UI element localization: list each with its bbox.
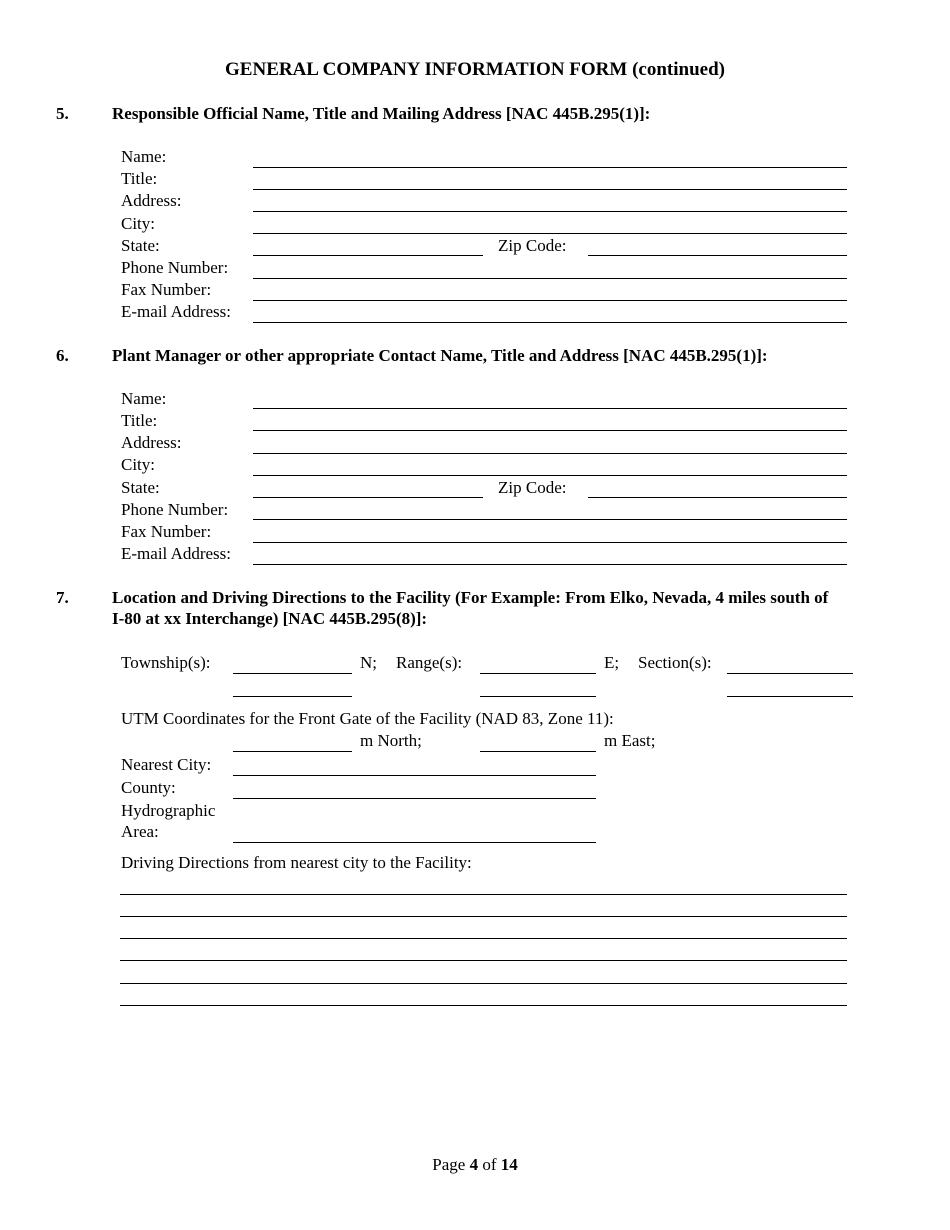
of-word: of <box>482 1155 497 1174</box>
s5-state-label: State: <box>121 236 160 255</box>
n-suffix: N; <box>360 653 377 672</box>
s5-city-label: City: <box>121 214 156 233</box>
s5-email-label: E-mail Address: <box>121 302 232 321</box>
s5-title-field[interactable] <box>253 189 847 190</box>
s6-state-label: State: <box>121 478 160 497</box>
utm-label: UTM Coordinates for the Front Gate of the Facility (NAD 83, Zone 11): <box>121 709 614 728</box>
directions-line[interactable] <box>120 1005 847 1006</box>
s6-fax-label: Fax Number: <box>121 522 212 541</box>
s5-zip-field[interactable] <box>588 255 847 256</box>
s6-state-field[interactable] <box>253 497 483 498</box>
directions-line[interactable] <box>120 916 847 917</box>
s5-address-field[interactable] <box>253 211 847 212</box>
e-suffix: E; <box>604 653 620 672</box>
county-field[interactable] <box>233 798 596 799</box>
page-total: 14 <box>500 1155 518 1174</box>
directions-line[interactable] <box>120 983 847 984</box>
section-field-1[interactable] <box>727 673 853 674</box>
utm-north-label: m North; <box>360 731 422 750</box>
page-current: 4 <box>469 1155 479 1174</box>
s5-address-label: Address: <box>121 191 182 210</box>
range-field-2[interactable] <box>480 696 596 697</box>
township-field-1[interactable] <box>233 673 352 674</box>
s6-name-field[interactable] <box>253 408 847 409</box>
utm-east-field[interactable] <box>480 751 596 752</box>
s5-email-field[interactable] <box>253 322 847 323</box>
utm-north-field[interactable] <box>233 751 352 752</box>
directions-label: Driving Directions from nearest city to the Facility: <box>121 853 472 872</box>
s6-fax-field[interactable] <box>253 542 847 543</box>
s6-title-label: Title: <box>121 411 158 430</box>
hydrographic-area-field[interactable] <box>233 842 596 843</box>
s6-email-field[interactable] <box>253 564 847 565</box>
s6-phone-field[interactable] <box>253 519 847 520</box>
township-field-2[interactable] <box>233 696 352 697</box>
s6-email-label: E-mail Address: <box>121 544 232 563</box>
s5-fax-field[interactable] <box>253 300 847 301</box>
section-field-2[interactable] <box>727 696 853 697</box>
s5-fax-label: Fax Number: <box>121 280 212 299</box>
range-field-1[interactable] <box>480 673 596 674</box>
s6-name-label: Name: <box>121 389 167 408</box>
s6-zip-label: Zip Code: <box>498 478 567 497</box>
hydrographic-label-line2: Area: <box>121 822 159 841</box>
s6-address-field[interactable] <box>253 453 847 454</box>
county-label: County: <box>121 778 176 797</box>
s5-city-field[interactable] <box>253 233 847 234</box>
s6-city-label: City: <box>121 455 156 474</box>
section-6-heading: Plant Manager or other appropriate Contact Name, Title and Address [NAC 445B.295(1)]: <box>112 346 768 365</box>
section-7-heading-line1: Location and Driving Directions to the Facility (For Example: From Elko, Nevada, 4 miles south of <box>112 588 829 607</box>
s5-name-label: Name: <box>121 147 167 166</box>
s5-state-field[interactable] <box>253 255 483 256</box>
hydrographic-label-line1: Hydrographic <box>121 801 216 820</box>
s5-phone-label: Phone Number: <box>121 258 229 277</box>
township-label: Township(s): <box>121 653 211 672</box>
form-title: GENERAL COMPANY INFORMATION FORM (continued) <box>225 59 725 80</box>
range-label: Range(s): <box>396 653 463 672</box>
section-label: Section(s): <box>638 653 712 672</box>
section-5-number: 5. <box>56 104 69 123</box>
s5-phone-field[interactable] <box>253 278 847 279</box>
section-7-heading-line2: I-80 at xx Interchange) [NAC 445B.295(8)]: <box>112 609 428 628</box>
directions-line[interactable] <box>120 938 847 939</box>
page-word: Page <box>432 1155 466 1174</box>
s5-zip-label: Zip Code: <box>498 236 567 255</box>
nearest-city-field[interactable] <box>233 775 596 776</box>
nearest-city-label: Nearest City: <box>121 755 212 774</box>
directions-line[interactable] <box>120 894 847 895</box>
utm-east-label: m East; <box>604 731 656 750</box>
s5-name-field[interactable] <box>253 167 847 168</box>
s6-address-label: Address: <box>121 433 182 452</box>
s6-title-field[interactable] <box>253 430 847 431</box>
s6-city-field[interactable] <box>253 475 847 476</box>
section-7-number: 7. <box>56 588 69 607</box>
s6-zip-field[interactable] <box>588 497 847 498</box>
section-6-number: 6. <box>56 346 69 365</box>
page-footer <box>0 1156 950 1173</box>
s5-title-label: Title: <box>121 169 158 188</box>
s6-phone-label: Phone Number: <box>121 500 229 519</box>
section-5-heading: Responsible Official Name, Title and Mailing Address [NAC 445B.295(1)]: <box>112 104 651 123</box>
directions-line[interactable] <box>120 960 847 961</box>
